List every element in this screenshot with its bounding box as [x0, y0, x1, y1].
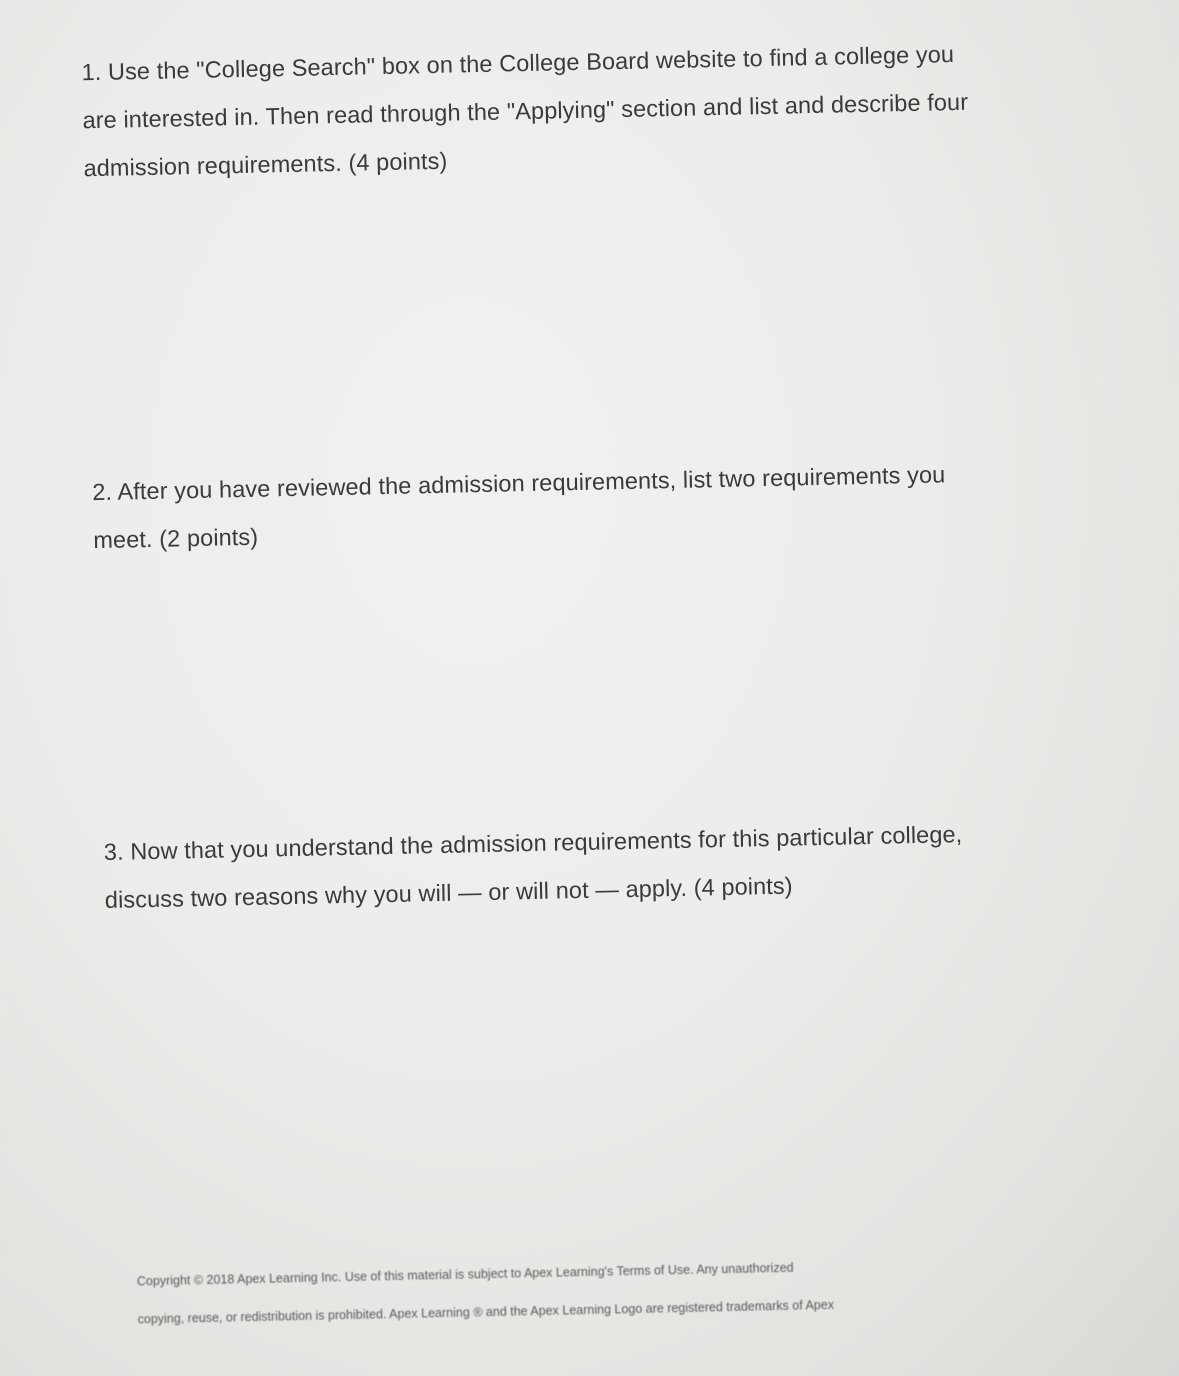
copyright-line-2: copying, reuse, or redistribution is prohibited. Apex Learning ® and the Apex Learning Logo are registered trademarks of Apex: [137, 1297, 835, 1327]
question-1-line-3: admission requirements. (4 points): [83, 147, 448, 182]
question-1-line-2: are interested in. Then read through the "Applying" section and list and describe four: [82, 88, 969, 134]
copyright-footer: [136, 1242, 1127, 1339]
question-1: [81, 27, 1124, 193]
question-2-line-2: meet. (2 points): [93, 523, 259, 554]
question-3-line-1: 3. Now that you understand the admission requirements for this particular college,: [103, 821, 963, 866]
question-3: [103, 807, 1105, 924]
question-3-line-2: discuss two reasons why you will — or will not — apply. (4 points): [104, 872, 793, 913]
question-2: [92, 447, 1094, 564]
question-2-line-1: 2. After you have reviewed the admission requirements, list two requirements you: [92, 461, 946, 506]
question-1-line-1: 1. Use the "College Search" box on the College Board website to find a college you: [81, 41, 955, 86]
copyright-line-1: Copyright © 2018 Apex Learning Inc. Use of this material is subject to Apex Learning's Terms of Use. Any unauthorized: [136, 1260, 794, 1289]
